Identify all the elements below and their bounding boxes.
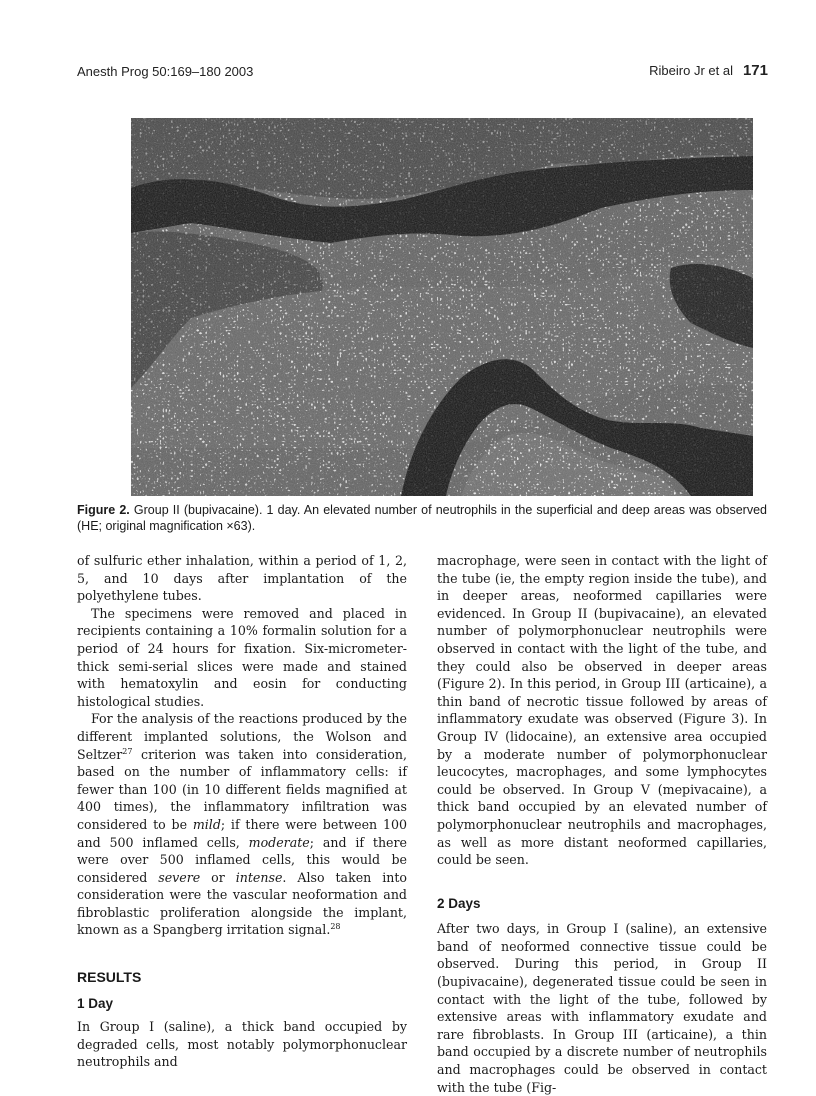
left-column [77, 552, 407, 1071]
page-number: 171 [742, 62, 768, 79]
text-span: or [200, 869, 236, 885]
reference-superscript: 27 [122, 746, 133, 756]
subsection-heading-2-days: 2 Days [437, 895, 481, 911]
paragraph: In Group I (saline), a thick band occupied by degraded cells, most notably polymorphonuclear neutrophils and [77, 1019, 407, 1070]
paragraph: The specimens were removed and placed in recipients containing a 10% formalin solution for a period of 24 hours for fixation. Six-micrometer-thick semi-serial slices were made and stained with hematoxylin and eosin for conducting histological studies. [77, 605, 407, 709]
right-column [437, 552, 767, 1096]
reference-superscript: 28 [330, 922, 341, 932]
emphasis-intense: intense [235, 869, 283, 885]
figure-caption-text: Group II (bupivacaine). 1 day. An elevated number of neutrophils in the superficial and deep areas was observed (HE; original magnification ×63). [77, 503, 767, 533]
text-span: criterion was taken into consideration, based on the number of inflammatory cells: if fewer than 100 (in 10 different fields magnified at 400 times), the inflammatory infiltration was considered to be [77, 746, 407, 832]
running-header-right [649, 62, 768, 79]
paragraph: of sulfuric ether inhalation, within a period of 1, 2, 5, and 10 days after implantation of the polyethylene tubes. [77, 553, 407, 604]
emphasis-mild: mild [192, 816, 221, 832]
emphasis-moderate: moderate [248, 834, 310, 850]
paragraph: macrophage, were seen in contact with the light of the tube (ie, the empty region inside the tube), and in deeper areas, neoformed capillaries were evidenced. In Group II (bupivacaine), an elevated number of polymorphonuclear neutrophils were observed in contact with the light of the tube, and they could also be observed in deeper areas (Figure 2). In this period, in Group III (articaine), a thin band of necrotic tissue followed by areas of inflammatory exudate was observed (Figure 3). In Group IV (lidocaine), an extensive area occupied by a moderate number of polymorphonuclear leucocytes, macrophages, and some lymphocytes could be observed. In Group V (mepivacaine), a thick band occupied by an elevated number of polymorphonuclear neutrophils and macrophages, as well as more distant neoformed capillaries, could be seen. [437, 553, 767, 868]
text-span: ; and if there were over 500 inflamed cells, this would be considered [77, 834, 407, 885]
text-span: . Also taken into consideration were the vascular neoformation and fibroblastic proliferation alongside the implant, known as a Spangberg irritation signal. [77, 869, 407, 938]
running-header-authors: Ribeiro Jr et al [649, 63, 733, 78]
paragraph: After two days, in Group I (saline), an extensive band of neoformed connective tissue could be observed. During this period, in Group II (bupivacaine), degenerated tissue could be seen in contact with the light of the tube, followed by extensive areas with inflammatory exudate and rare fibroblasts. In Group III (articaine), a thin band occupied by a discrete number of neutrophils and macrophages could be observed in contact with the tube (Fig- [437, 921, 767, 1095]
section-heading-results: RESULTS [77, 969, 142, 986]
histology-micrograph [131, 118, 753, 496]
text-span: For the analysis of the reactions produced by the different implanted solutions, the Wolson and Seltzer [77, 711, 407, 762]
paragraph-criteria [77, 710, 407, 939]
subsection-heading-1-day: 1 Day [77, 995, 114, 1011]
emphasis-severe: severe [158, 869, 201, 885]
figure-label: Figure 2. [77, 503, 130, 517]
figure-caption [77, 502, 767, 534]
running-header-journal: Anesth Prog 50:169–180 2003 [77, 64, 254, 79]
text-span: ; if there were between 100 and 500 inflamed cells, [77, 816, 407, 850]
